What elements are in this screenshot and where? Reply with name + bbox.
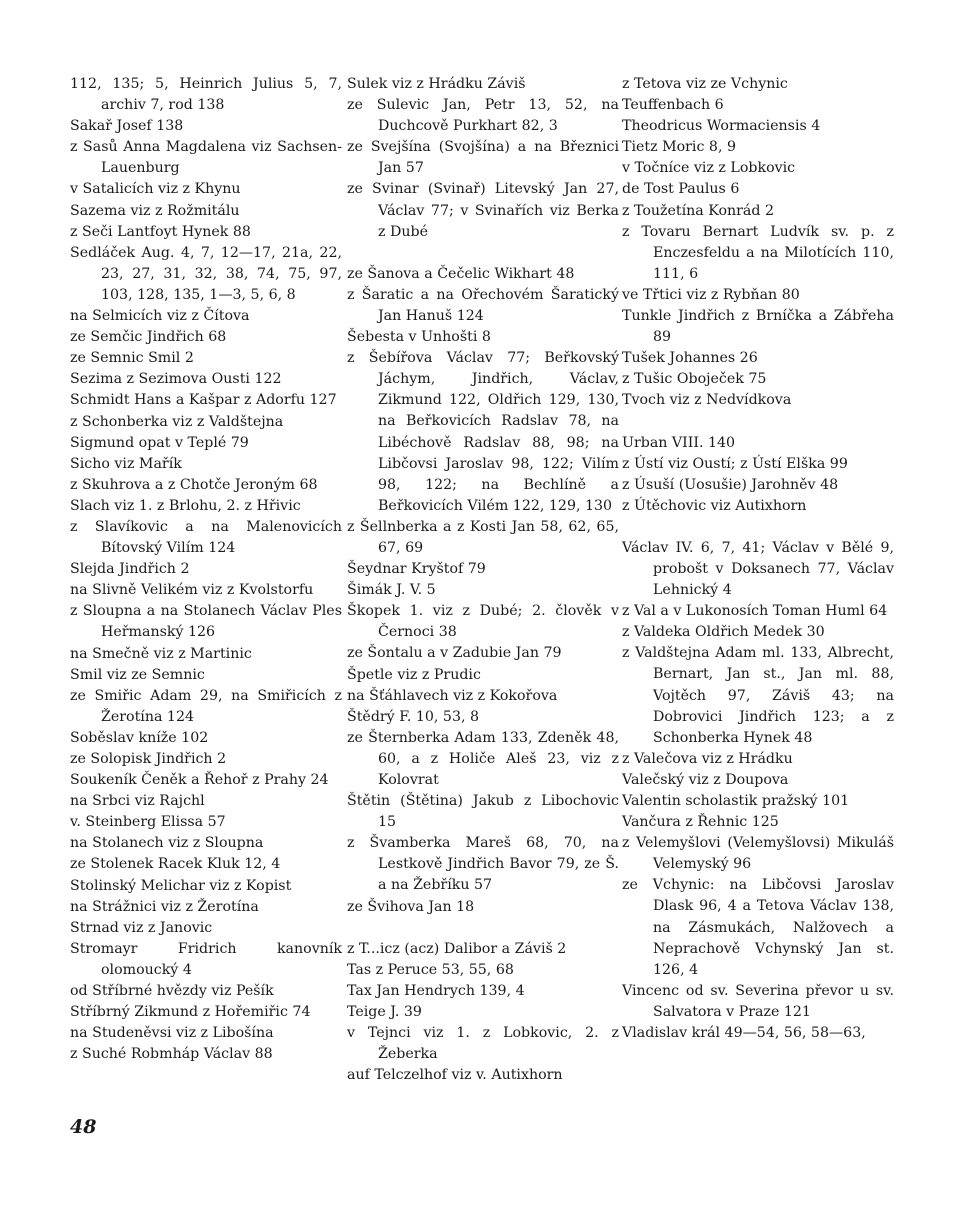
index-entry: ze Šanova a Čečelic Wikhart 48 [347, 265, 575, 282]
index-entry: z Toužetína Konrád 2 [622, 202, 774, 219]
index-entry: z Ústí viz Oustí; z Ústí Elška 99 [622, 455, 848, 472]
index-entry: Smil viz ze Semnic [70, 666, 205, 683]
index-entry: z Valečova viz z Hrádku [622, 750, 793, 767]
index-entry: z Valdštejna Adam ml. 133, Albrecht, Bernart, Jan st., Jan ml. 88, Vojtěch 97, Záviš 43; na Dobrovici Jindřich 123; a z Schonberka Hynek 48 [622, 645, 894, 746]
index-entry: z T...icz (acz) Dalibor a Záviš 2 [347, 940, 567, 957]
index-entry: z Tetova viz ze Vchynic [622, 76, 788, 92]
index-entry: na Slivně Velikém viz z Kvolstorfu [70, 582, 314, 599]
index-entry: auf Telczelhof viz v. Autixhorn [347, 1067, 563, 1084]
index-entry: Tietz Moric 8, 9 [622, 139, 736, 156]
index-entry: ze Šternberka Adam 133, Zdeněk 48, 60, a z Holiče Aleš 23, viz z Kolovrat [347, 729, 619, 788]
index-entry: Valečský viz z Doupova [622, 771, 789, 788]
index-entry: z Sasů Anna Magdalena viz Sachsen-Lauenburg [70, 139, 342, 177]
index-entry: ze Šontalu a v Zadubie Jan 79 [347, 645, 562, 662]
index-entry: od Stříbrné hvězdy viz Pešík [70, 983, 274, 1000]
index-entry: Sulek viz z Hrádku Záviš [347, 76, 526, 92]
index-entry: z Slavíkovic a na Malenovicích Bítovský Vilím 124 [70, 518, 342, 557]
index-entry: Teuffenbach 6 [622, 97, 724, 114]
index-entry: Soběslav kníže 102 [70, 729, 209, 746]
index-entry: na Studeněvsi viz z Libošína [70, 1025, 274, 1042]
index-entry: Slejda Jindřich 2 [70, 561, 190, 578]
index-entry: Stromayr Fridrich kanovník olomoucký 4 [70, 940, 342, 978]
index-entry: Tvoch viz z Nedvídkova [622, 392, 792, 409]
page-number: 48 [70, 1116, 97, 1138]
index-entry: Sicho viz Mařík [70, 455, 182, 472]
index-entry: Vančura z Řehnic 125 [622, 814, 779, 831]
index-entry: Tušek Johannes 26 [622, 350, 758, 367]
index-entry: v Satalicích viz z Khynu [70, 181, 241, 198]
index-entry: z Švamberka Mareš 68, 70, na Lestkově Jindřich Bavor 79, ze Š. a na Žebříku 57 [347, 835, 619, 894]
section-gap [622, 412, 894, 433]
index-entry: z Velemyšlovi (Velemyšlovsi) Mikuláš Velemyský 96 [622, 835, 894, 873]
index-entry: v Tejnci viz 1. z Lobkovic, 2. z Žeberka [347, 1025, 619, 1063]
index-entry: z Tovaru Bernart Ludvík sv. p. z Enczesfeldu a na Milotících 110, 111, 6 [622, 223, 894, 282]
section-gap [347, 918, 619, 939]
index-entry: Šimák J. V. 5 [347, 582, 436, 599]
index-column-1 [70, 74, 342, 1065]
index-entry: Schmidt Hans a Kašpar z Adorfu 127 [70, 392, 337, 409]
index-entry: ze Smiřic Adam 29, na Smiřicích z Žerotína 124 [70, 687, 342, 725]
index-entry: Vincenc od sv. Severina převor u sv. Salvatora v Praze 121 [622, 982, 894, 1020]
index-entry: Sakař Josef 138 [70, 118, 184, 135]
index-column-3 [622, 74, 894, 1044]
index-entry: na Srbci viz Rajchl [70, 793, 205, 810]
index-entry: na Selmicích viz z Čítova [70, 308, 250, 325]
index-entry: Stolinský Melichar viz z Kopist [70, 877, 292, 894]
index-entry: z Seči Lantfoyt Hynek 88 [70, 223, 251, 240]
index-entry: z Útěchovic viz Autixhorn [622, 497, 807, 514]
index-entry: na Stolanech viz z Sloupna [70, 835, 264, 852]
index-entry: Špetle viz z Prudic [347, 666, 481, 683]
index-entry: Stříbrný Zikmund z Hořemiřic 74 [70, 1004, 311, 1021]
index-entry: Teige J. 39 [347, 1003, 422, 1020]
index-entry: ve Třtici viz z Rybňan 80 [622, 286, 800, 303]
index-entry: Urban VIII. 140 [622, 434, 736, 451]
index-entry: Šeydnar Kryštof 79 [347, 561, 486, 578]
index-entry: na Smečně viz z Martinic [70, 645, 252, 662]
index-entry: Šebesta v Unhošti 8 [347, 329, 491, 346]
section-gap [622, 517, 894, 538]
index-entry: ze Svinar (Svinař) Litevský Jan 27, Václav 77; v Svinařích viz Berka z Dubé [347, 181, 619, 240]
index-entry: de Tost Paulus 6 [622, 181, 740, 198]
index-entry: ze Švihova Jan 18 [347, 898, 475, 915]
index-entry: z Šebířova Václav 77; Beřkovský Jáchym, Jindřich, Václav, Zikmund 122, Oldřich 129, 130, na Beřkovicích Radslav 78, na Libéchově Radslav 88, 98; na Libčovsi Jaroslav 98, 122; Vilím 98, 122; na Bechlíně a Beřkovicích Vilém 122, 129, 130 [347, 350, 619, 514]
index-entry: z Sloupna a na Stolanech Václav Ples Heřmanský 126 [70, 603, 342, 641]
index-entry: Štětin (Štětina) Jakub z Libochovic 15 [347, 793, 619, 831]
index-entry: ze Stolenek Racek Kluk 12, 4 [70, 856, 281, 873]
index-column-2 [347, 74, 619, 1086]
index-entry: Škopek 1. viz z Dubé; 2. člověk v Černoci 38 [347, 603, 619, 641]
index-entry: z Šaratic a na Ořechovém Šaratický Jan Hanuš 124 [347, 286, 619, 324]
index-entry: Tunkle Jindřich z Brníčka a Zábřeha 89 [622, 308, 894, 346]
index-entry: ze Semnic Smil 2 [70, 350, 194, 367]
index-entry: Sedláček Aug. 4, 7, 12—17, 21a, 22, 23, 27, 31, 32, 38, 74, 75, 97, 103, 128, 135, 1—3, 5, 6, 8 [70, 244, 342, 303]
index-entry: 112, 135; 5, Heinrich Julius 5, 7, archiv 7, rod 138 [70, 76, 342, 114]
index-entry: Tax Jan Hendrych 139, 4 [347, 982, 525, 999]
section-gap [347, 243, 619, 264]
index-entry: Tas z Peruce 53, 55, 68 [347, 961, 514, 978]
index-entry: Valentin scholastik pražský 101 [622, 793, 850, 809]
index-entry: Vladislav král 49—54, 56, 58—63, [622, 1025, 866, 1042]
index-entry: ze Sulevic Jan, Petr 13, 52, na Duchcově Purkhart 82, 3 [347, 97, 619, 135]
index-entry: Strnad viz z Janovic [70, 919, 213, 936]
index-entry: na Šťáhlavech viz z Kokořova [347, 687, 558, 704]
index-entry: z Schonberka viz z Valdštejna [70, 413, 284, 430]
index-entry: Slach viz 1. z Brlohu, 2. z Hřivic [70, 497, 301, 514]
index-entry: na Strážnici viz z Žerotína [70, 898, 259, 915]
index-entry: Sezima z Sezimova Ousti 122 [70, 371, 282, 388]
index-entry: Theodricus Wormaciensis 4 [622, 118, 821, 135]
index-entry: z Val a v Lukonosích Toman Huml 64 [622, 603, 888, 620]
index-entry: z Úsuší (Uosušie) Jarohněv 48 [622, 476, 839, 493]
index-entry: ze Svejšína (Svojšína) a na Březnici Jan 57 [347, 139, 619, 177]
index-entry: v Točníce viz z Lobkovic [622, 160, 796, 177]
index-entry: z Valdeka Oldřich Medek 30 [622, 624, 825, 641]
index-entry: Sazema viz z Rožmitálu [70, 202, 240, 219]
index-entry: z Šellnberka a z Kosti Jan 58, 62, 65, 67, 69 [347, 518, 619, 556]
index-entry: z Suché Robmháp Václav 88 [70, 1046, 273, 1063]
index-entry: Štědrý F. 10, 53, 8 [347, 708, 480, 725]
index-entry: Václav IV. 6, 7, 41; Václav v Bělé 9, probošt v Doksanech 77, Václav Lehnický 4 [622, 539, 894, 599]
index-entry: ze Semčic Jindřich 68 [70, 329, 227, 346]
index-entry: z Skuhrova a z Chotče Jeroným 68 [70, 476, 318, 493]
index-entry: z Tušic Oboječek 75 [622, 371, 767, 388]
index-entry: v. Steinberg Elissa 57 [70, 814, 226, 831]
index-entry: ze Vchynic: na Libčovsi Jaroslav Dlask 96, 4 a Tetova Václav 138, na Zásmukách, Nalžovech a Neprachově Vchynský Jan st. 126, 4 [622, 877, 894, 978]
index-entry: ze Solopisk Jindřich 2 [70, 751, 227, 767]
index-entry: Sigmund opat v Teplé 79 [70, 434, 249, 451]
index-entry: Soukeník Čeněk a Řehoř z Prahy 24 [70, 772, 329, 789]
